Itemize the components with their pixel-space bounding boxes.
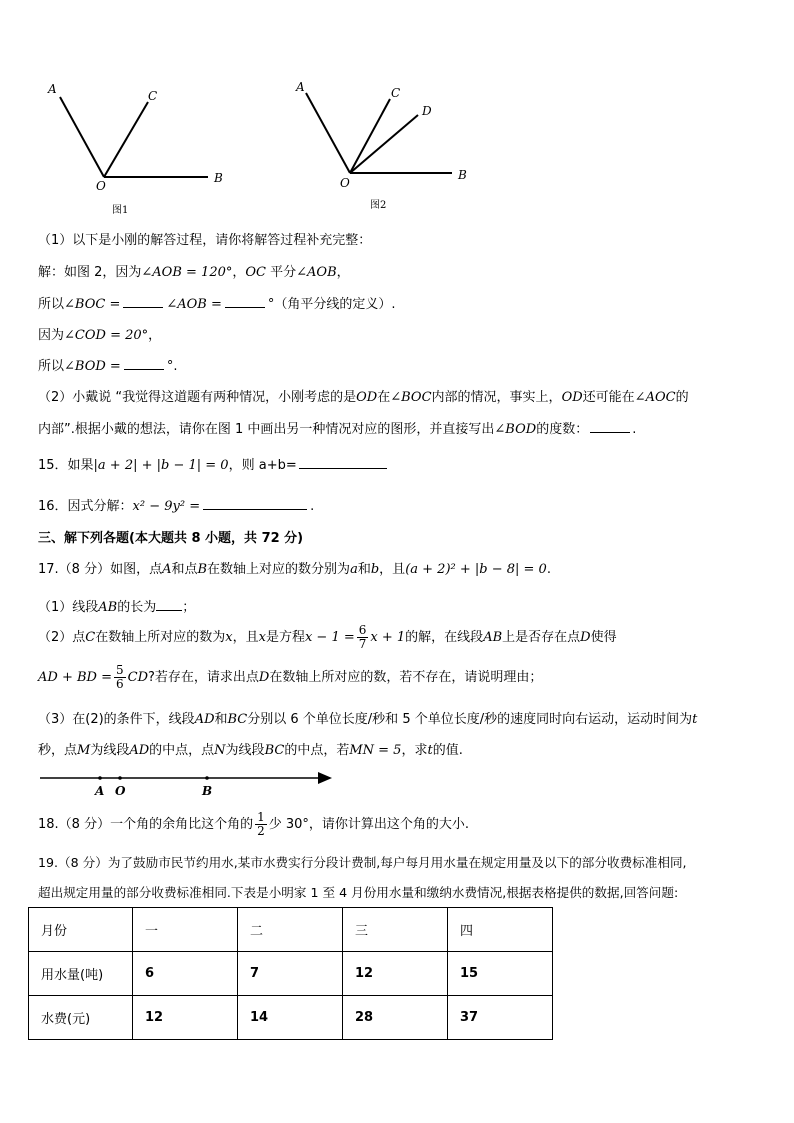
text: ，且 [379, 562, 406, 577]
text: 15．如果 [38, 458, 94, 473]
answer-blank[interactable] [123, 294, 163, 308]
figure-caption: 图2 [370, 200, 387, 211]
math: OC [245, 265, 266, 280]
math: M [77, 743, 91, 758]
answer-blank[interactable] [299, 455, 387, 469]
q17-part1 [38, 596, 195, 615]
water-fee-table [28, 907, 553, 1040]
math: |a + 2| + |b − 1| = 0 [93, 458, 229, 473]
answer-blank[interactable] [156, 597, 182, 611]
answer-blank[interactable] [225, 294, 265, 308]
text: 的度数： [536, 422, 589, 437]
text: 为线段 [225, 743, 265, 758]
point-B [205, 776, 209, 780]
text: ，求 [401, 743, 428, 758]
point-A [98, 776, 102, 780]
math: t [427, 743, 433, 758]
text: 的中点，若 [284, 743, 350, 758]
math: x² − 9y² = [132, 499, 201, 514]
table-cell: 12 [343, 952, 448, 996]
table-cell: 28 [343, 996, 448, 1040]
answer-blank[interactable] [590, 419, 630, 433]
text: 在数轴上所对应的数为 [95, 630, 226, 645]
text: 解：如图 2，因为 [38, 265, 142, 280]
text: 少 30°，请你计算出这个角的大小. [268, 817, 470, 832]
text: . [546, 562, 551, 577]
math: x [225, 630, 233, 645]
math: ∠AOB = 120° [141, 265, 233, 280]
math: AD + BD = [38, 670, 112, 685]
q19-line2: 超出规定用量的部分收费标准相同.下表是小明家 1 至 4 月份用水量和缴纳水费情况,根据表格提供的数据,回答问题: [38, 885, 679, 900]
math: N [214, 743, 226, 758]
math: BC [264, 743, 285, 758]
text: （2）小戴说 “我觉得这道题有两种情况，小刚考虑的是 [38, 390, 357, 405]
table-cell: 用水量(吨) [29, 952, 133, 996]
text: °. [166, 359, 178, 374]
q14-line2 [38, 293, 396, 312]
math: t [692, 712, 698, 727]
label-A: A [296, 80, 305, 94]
math: B [197, 562, 208, 577]
math: D [580, 630, 591, 645]
text: ， [336, 265, 350, 280]
text: 内部的情况，事实上， [431, 390, 562, 405]
axis-label-B: B [202, 784, 213, 798]
table-cell: 6 [133, 952, 238, 996]
denominator: 2 [257, 824, 265, 838]
fraction [357, 624, 369, 651]
axis-label-O: O [115, 784, 126, 798]
table-row [29, 996, 553, 1040]
text: 所以 [38, 359, 65, 374]
text: °（角平分线的定义）. [267, 297, 396, 312]
math: AB [483, 630, 503, 645]
figure-caption: 图1 [112, 205, 129, 216]
text: 是方程 [265, 630, 305, 645]
denominator: 6 [115, 677, 124, 691]
math: ∠AOC [634, 390, 676, 405]
label-C: C [148, 89, 158, 103]
q17-part2-line1 [38, 624, 617, 652]
answer-blank[interactable] [124, 356, 164, 370]
text: . [632, 422, 637, 437]
math: (a + 2)² + |b − 8| = 0 [405, 562, 547, 577]
text: 的长为 [117, 600, 157, 615]
q17-part3-line1 [38, 708, 697, 727]
ray-OA [306, 93, 350, 173]
math: ∠BOD = [64, 359, 121, 374]
ray-OC [104, 102, 148, 177]
math: x + 1 [370, 630, 406, 645]
math: ∠AOB [296, 265, 337, 280]
numerator: 5 [115, 663, 124, 677]
text: 和 [357, 562, 371, 577]
text: ?若存在，请求出点 [148, 670, 259, 685]
table-row [29, 908, 553, 952]
fraction [255, 811, 267, 838]
math: ∠AOB = [166, 297, 222, 312]
math: CD [127, 670, 148, 685]
text: 因为 [38, 328, 65, 343]
math: ∠BOD [494, 422, 537, 437]
table-cell: 一 [133, 908, 238, 952]
numerator: 1 [257, 810, 265, 824]
math: AB [98, 600, 118, 615]
text: 内部”.根据小戴的想法，请你在图 1 中画出另一种情况对应的图形，并直接写出 [38, 422, 495, 437]
figure-1 [40, 75, 240, 220]
q15 [38, 454, 387, 473]
text: ，且 [232, 630, 259, 645]
answer-blank[interactable] [203, 496, 307, 510]
label-C: C [391, 86, 401, 100]
text: ， [148, 328, 162, 343]
math: OD [561, 390, 583, 405]
text: 在数轴上所对应的数，若不存在，请说明理由； [269, 670, 543, 685]
table-cell: 三 [343, 908, 448, 952]
text: 16．因式分解： [38, 499, 133, 514]
table-cell: 7 [238, 952, 343, 996]
table-cell: 四 [448, 908, 553, 952]
table-cell: 15 [448, 952, 553, 996]
arrow-head-icon [318, 772, 332, 784]
text: 平分 [266, 265, 297, 280]
label-D: D [422, 104, 432, 118]
text: 还可能在 [582, 390, 635, 405]
table-cell: 月份 [29, 908, 133, 952]
text: ，则 a+b= [228, 458, 297, 473]
table-cell: 37 [448, 996, 553, 1040]
text: ； [182, 600, 196, 615]
text: ， [232, 265, 246, 280]
text: 在数轴上对应的数分别为 [207, 562, 351, 577]
math: a [350, 562, 358, 577]
q17-line1 [38, 558, 551, 577]
text: 18.（8 分）一个角的余角比这个角的 [38, 817, 254, 832]
label-A: A [48, 82, 57, 96]
q14-line4 [38, 355, 177, 374]
label-B: B [458, 168, 467, 182]
math: OD [356, 390, 378, 405]
text: 上是否存在点 [502, 630, 581, 645]
text: 所以 [38, 297, 65, 312]
q19-line1: 19.（8 分）为了鼓励市民节约用水,某市水费实行分段计费制,每户每月用水量在规定用量及以下的部分收费标准相同, [38, 855, 687, 870]
ray-OC [350, 99, 390, 173]
text: 17.（8 分）如图，点 [38, 562, 163, 577]
text: 使得 [590, 630, 617, 645]
text: 在 [377, 390, 391, 405]
number-line [38, 767, 338, 799]
table-cell: 14 [238, 996, 343, 1040]
denominator: 7 [358, 637, 367, 651]
fraction [114, 664, 126, 691]
text: 秒，点 [38, 743, 78, 758]
q16 [38, 495, 314, 514]
text: 的解，在线段 [405, 630, 484, 645]
math: x [258, 630, 266, 645]
math: AD [129, 743, 150, 758]
math: D [258, 670, 270, 685]
label-O: O [96, 179, 106, 193]
table-cell: 12 [133, 996, 238, 1040]
table-row [29, 952, 553, 996]
text: （1）线段 [38, 600, 99, 615]
label-B: B [214, 171, 223, 185]
q14-part2-line1 [38, 386, 689, 405]
ray-OA [60, 97, 104, 177]
q17-part3-line2 [38, 739, 463, 758]
q17-part2-line2 [38, 664, 542, 692]
text: 的值. [432, 743, 463, 758]
q14-line1 [38, 261, 350, 280]
text: 和 [214, 712, 228, 727]
q14-part1-intro: （1）以下是小刚的解答过程，请你将解答过程补充完整： [38, 233, 372, 248]
text: . [310, 499, 315, 514]
text: （3）在(2)的条件下，线段 [38, 712, 195, 727]
math: ∠BOC [390, 390, 432, 405]
figure-2 [290, 75, 490, 220]
math: ∠BOC = [64, 297, 121, 312]
text: 的 [675, 390, 689, 405]
text: 分别以 6 个单位长度/秒和 5 个单位长度/秒的速度同时向右运动，运动时间为 [247, 712, 693, 727]
table-cell: 水费(元) [29, 996, 133, 1040]
point-O [118, 776, 122, 780]
math: C [85, 630, 96, 645]
q14-part2-line2 [38, 418, 636, 437]
text: （2）点 [38, 630, 86, 645]
label-O: O [340, 176, 350, 190]
numerator: 6 [358, 623, 367, 637]
text: 为线段 [90, 743, 130, 758]
ray-OD [350, 115, 418, 173]
math: b [370, 562, 380, 577]
math: A [162, 562, 172, 577]
q14-line3 [38, 324, 161, 343]
text: 和点 [171, 562, 198, 577]
text: 的中点，点 [149, 743, 215, 758]
section-heading: 三、解下列各题(本大题共 8 小题，共 72 分) [38, 531, 304, 546]
q18 [38, 811, 469, 839]
table-cell: 二 [238, 908, 343, 952]
math: ∠COD = 20° [64, 328, 149, 343]
axis-label-A: A [95, 784, 105, 798]
math: BC [227, 712, 248, 727]
math: MN = 5 [349, 743, 402, 758]
math: x − 1 = [304, 630, 355, 645]
math: AD [194, 712, 215, 727]
